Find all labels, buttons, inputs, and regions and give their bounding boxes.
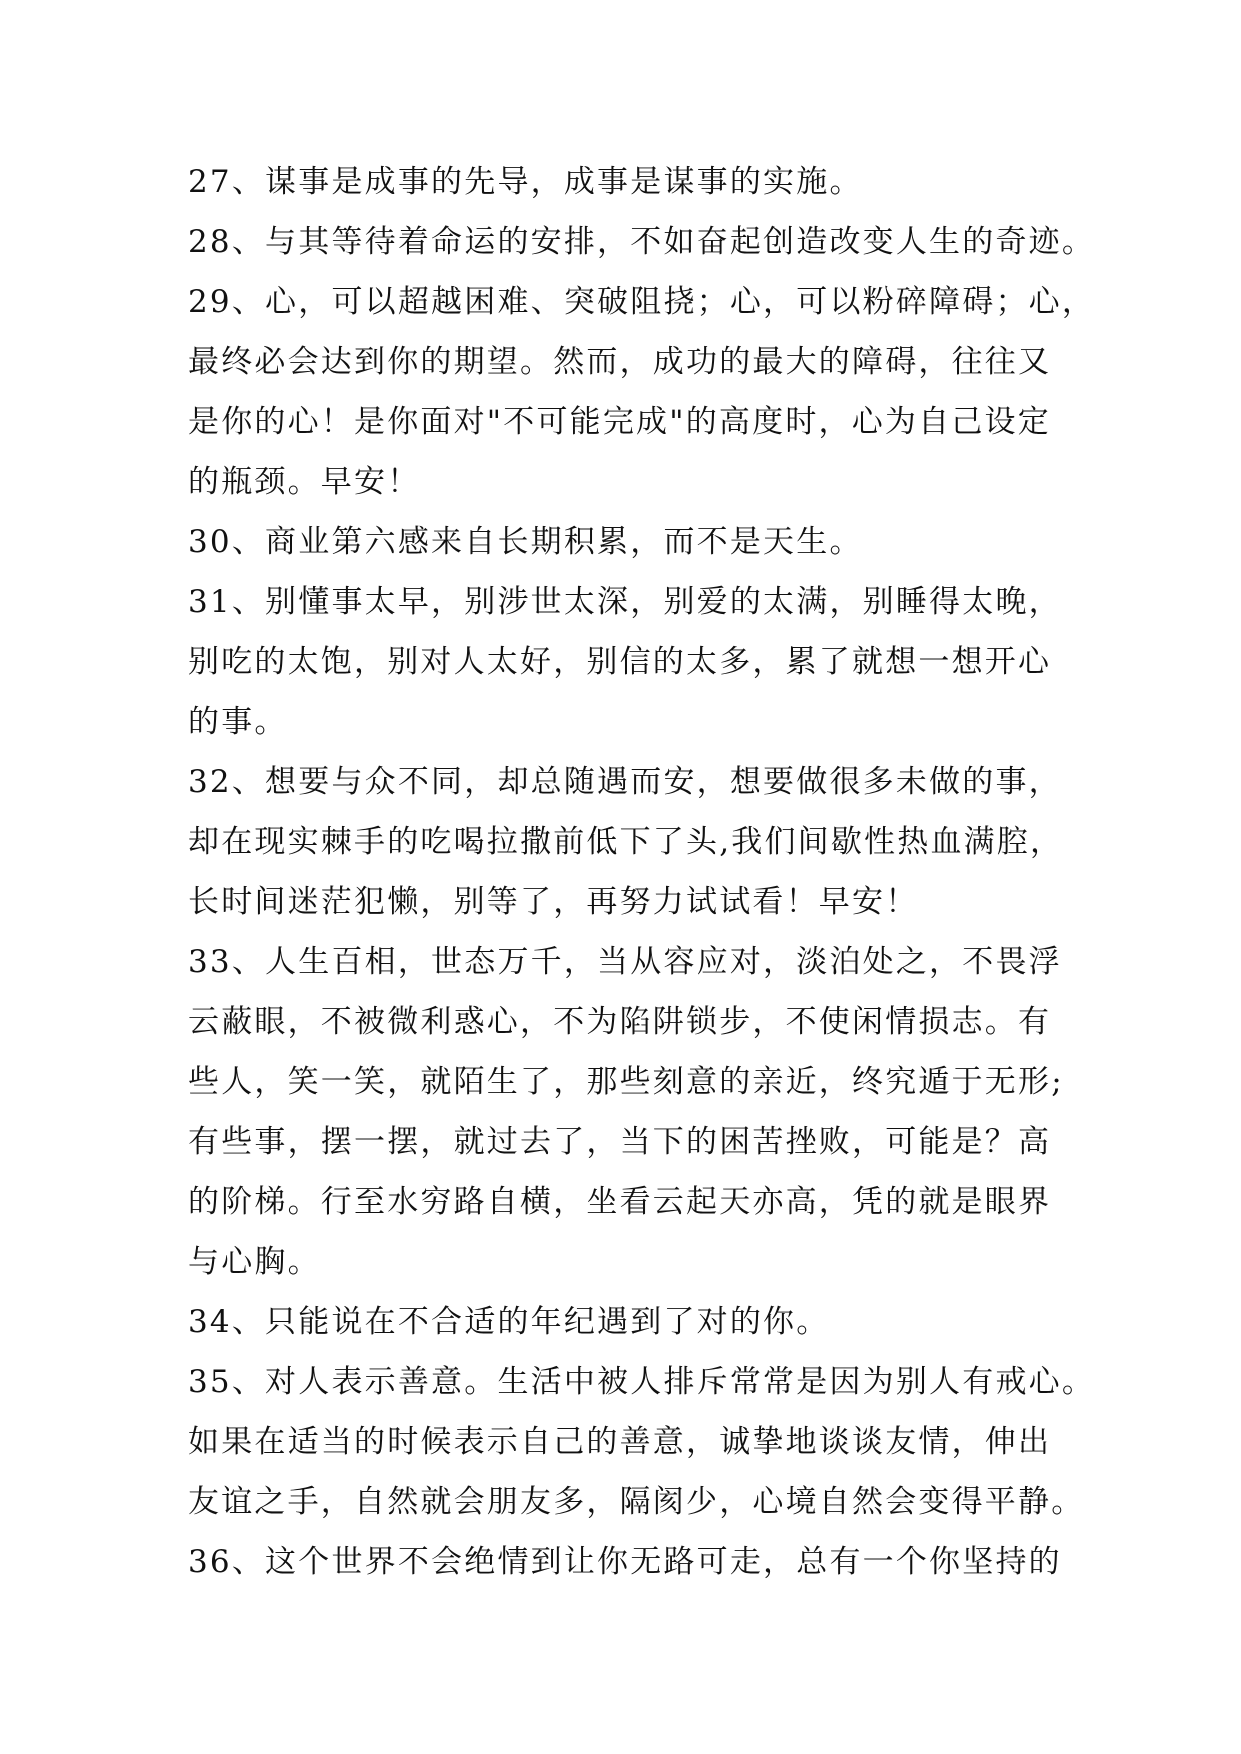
text-line: 是你的心！是你面对"不可能完成"的高度时，心为自己设定 — [188, 404, 1051, 440]
text-line: 34、只能说在不合适的年纪遇到了对的你。 — [188, 1304, 830, 1340]
text-line: 如果在适当的时候表示自己的善意，诚挚地谈谈友情，伸出 — [188, 1424, 1052, 1460]
text-line: 云蔽眼，不被微利惑心，不为陷阱锁步，不使闲情损志。有 — [188, 1004, 1052, 1040]
text-line: 与心胸。 — [188, 1244, 321, 1280]
text-line: 友谊之手，自然就会朋友多，隔阂少，心境自然会变得平静。 — [188, 1484, 1085, 1520]
text-line: 长时间迷茫犯懒，别等了，再努力试试看！早安！ — [188, 884, 919, 920]
text-line: 的阶梯。行至水穷路自横，坐看云起天亦高，凭的就是眼界 — [188, 1184, 1052, 1220]
text-line: 27、谋事是成事的先导，成事是谋事的实施。 — [188, 164, 863, 200]
text-line: 29、心，可以超越困难、突破阻挠；心，可以粉碎障碍；心， — [188, 284, 1096, 320]
text-line: 的事。 — [188, 704, 288, 740]
text-line: 的瓶颈。早安！ — [188, 464, 421, 500]
text-line: 36、这个世界不会绝情到让你无路可走，总有一个你坚持的 — [188, 1544, 1062, 1580]
text-line: 些人，笑一笑，就陌生了，那些刻意的亲近，终究遁于无形; — [188, 1064, 1064, 1100]
text-line: 35、对人表示善意。生活中被人排斥常常是因为别人有戒心。 — [188, 1364, 1096, 1400]
text-line: 有些事，摆一摆，就过去了，当下的困苦挫败，可能是？高 — [188, 1124, 1052, 1160]
text-line: 31、别懂事太早，别涉世太深，别爱的太满，别睡得太晚， — [188, 584, 1062, 620]
text-line: 32、想要与众不同，却总随遇而安，想要做很多未做的事， — [188, 764, 1062, 800]
text-line: 30、商业第六感来自长期积累，而不是天生。 — [188, 524, 863, 560]
text-line: 28、与其等待着命运的安排，不如奋起创造改变人生的奇迹。 — [188, 224, 1096, 260]
text-line: 最终必会达到你的期望。然而，成功的最大的障碍，往往又 — [188, 344, 1052, 380]
text-line: 却在现实棘手的吃喝拉撒前低下了头,我们间歇性热血满腔， — [188, 824, 1064, 860]
text-body — [188, 152, 1096, 1592]
text-line: 33、人生百相，世态万千，当从容应对，淡泊处之，不畏浮 — [188, 944, 1062, 980]
text-line: 别吃的太饱，别对人太好，别信的太多，累了就想一想开心 — [188, 644, 1052, 680]
